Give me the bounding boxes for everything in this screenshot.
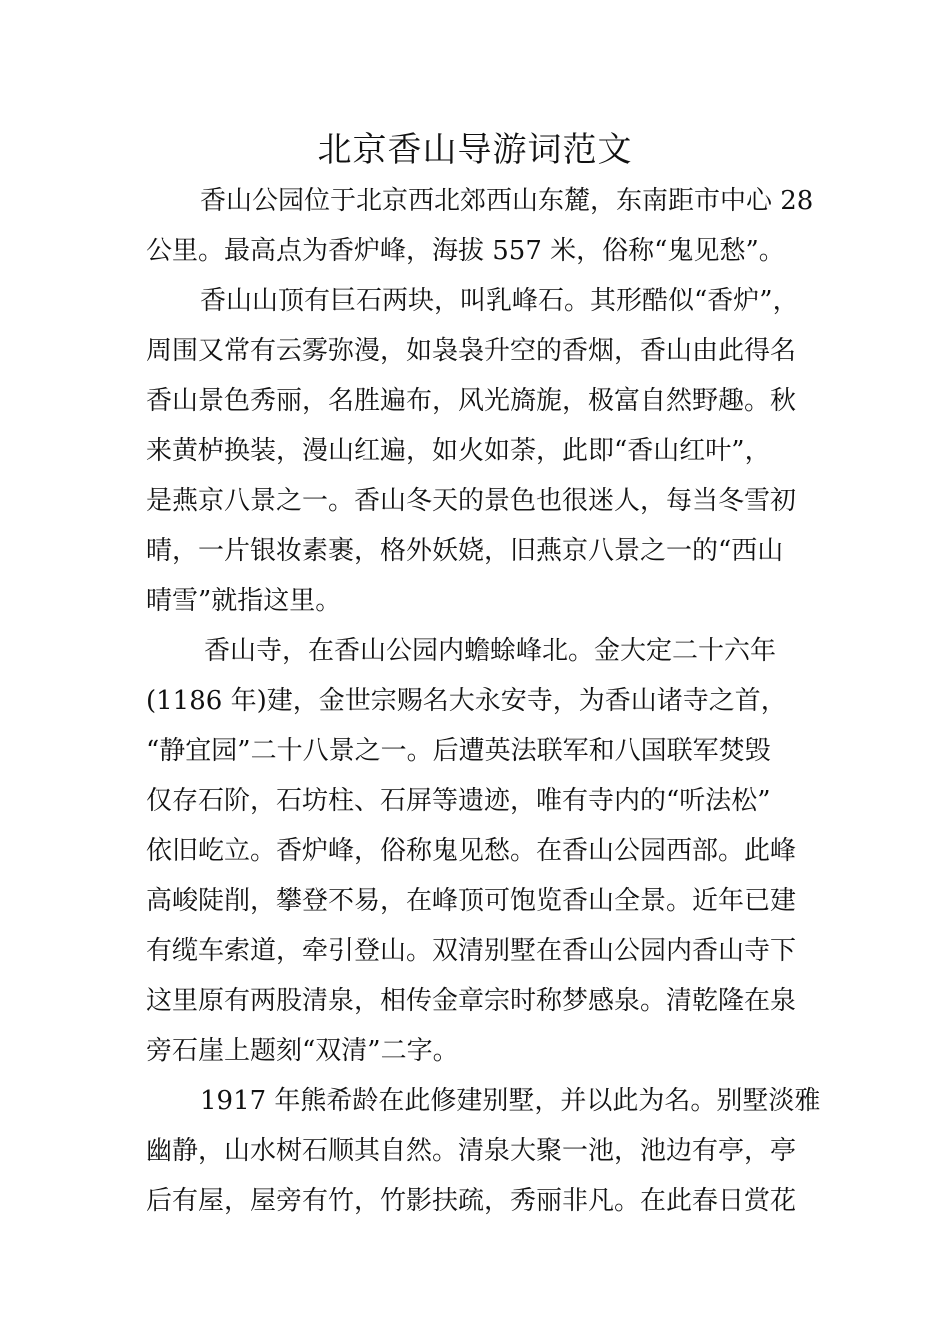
text-line: 香山公园位于北京西北郊西山东麓，东南距市中心 28 bbox=[200, 186, 814, 216]
text-line: (1186 年)建，金世宗赐名大永安寺，为香山诸寺之首， bbox=[146, 686, 787, 716]
text-line: 周围又常有云雾弥漫，如袅袅升空的香烟，香山由此得名 bbox=[146, 336, 797, 366]
text-line: 香山景色秀丽，名胜遍布，风光旖旎，极富自然野趣。秋 bbox=[146, 386, 797, 416]
text-line: 晴，一片银妆素裹，格外妖娆，旧燕京八景之一的“西山 bbox=[146, 536, 784, 566]
text-line: 公里。最高点为香炉峰，海拔 557 米，俗称“鬼见愁”。 bbox=[146, 236, 785, 266]
text-line: 香山山顶有巨石两块，叫乳峰石。其形酷似“香炉”， bbox=[200, 286, 799, 316]
text-line: 后有屋，屋旁有竹，竹影扶疏，秀丽非凡。在此春日赏花 bbox=[146, 1186, 797, 1216]
text-line: 晴雪”就指这里。 bbox=[146, 586, 342, 616]
text-line: 来黄栌换装，漫山红遍，如火如荼，此即“香山红叶”， bbox=[146, 436, 771, 466]
text-line: 幽静，山水树石顺其自然。清泉大聚一池，池边有亭，亭 bbox=[146, 1136, 797, 1166]
text-line: 高峻陡削，攀登不易，在峰顶可饱览香山全景。近年已建 bbox=[146, 886, 797, 916]
text-line: 有缆车索道，牵引登山。双清别墅在香山公园内香山寺下 bbox=[146, 936, 797, 966]
text-line: 旁石崖上题刻“双清”二字。 bbox=[146, 1036, 459, 1066]
text-line: 1917 年熊希龄在此修建别墅，并以此为名。别墅淡雅 bbox=[200, 1086, 821, 1116]
document-body bbox=[146, 176, 821, 1226]
text-line: “静宜园”二十八景之一。后遭英法联军和八国联军焚毁 bbox=[146, 736, 771, 766]
text-line: 仅存石阶，石坊柱、石屏等遗迹，唯有寺内的“听法松” bbox=[146, 786, 771, 816]
text-line: 这里原有两股清泉，相传金章宗时称梦感泉。清乾隆在泉 bbox=[146, 986, 797, 1016]
text-line: 依旧屹立。香炉峰，俗称鬼见愁。在香山公园西部。此峰 bbox=[146, 836, 797, 866]
text-line: 是燕京八景之一。香山冬天的景色也很迷人，每当冬雪初 bbox=[146, 486, 797, 516]
text-line: 香山寺，在香山公园内蟾蜍峰北。金大定二十六年 bbox=[204, 636, 777, 666]
document-title: 北京香山导游词范文 bbox=[317, 130, 633, 170]
